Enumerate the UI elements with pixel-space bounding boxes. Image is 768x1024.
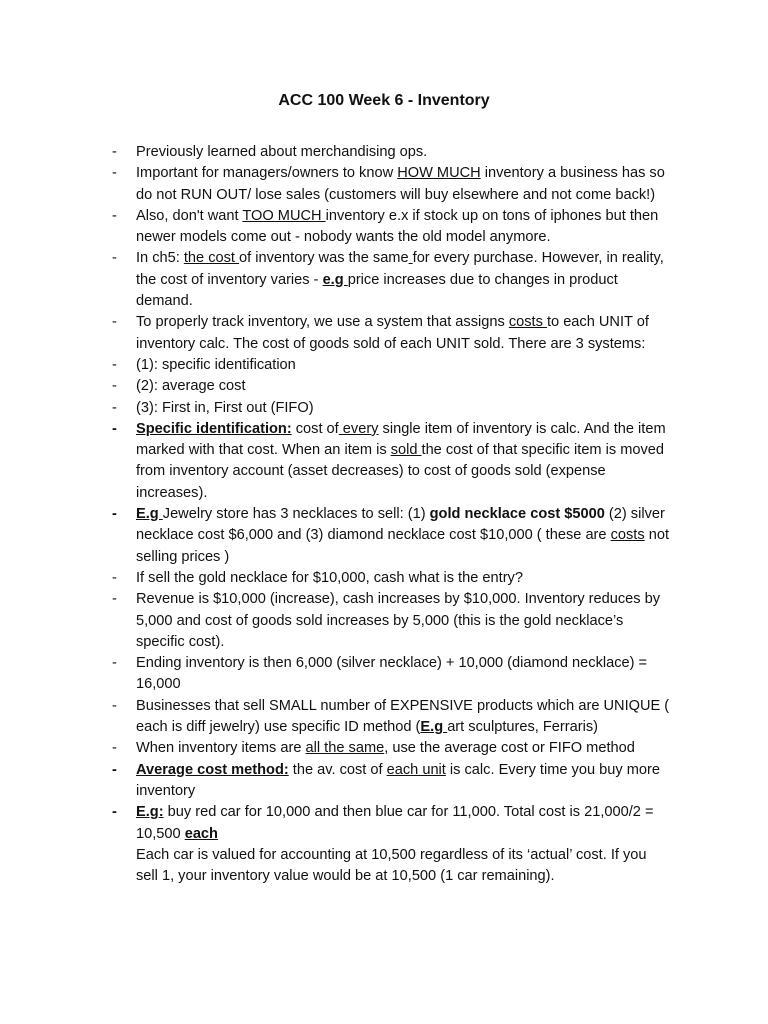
underlined-text: costs bbox=[508, 314, 547, 331]
bold-text: gold necklace cost $5000 bbox=[429, 506, 605, 523]
item-text: Important for managers/owners to know bbox=[136, 165, 398, 182]
item-text: If sell the gold necklace for $10,000, cash what is the entry? bbox=[136, 569, 523, 586]
bullet-dash: - bbox=[112, 591, 117, 608]
bullet-dash: - bbox=[112, 207, 117, 224]
item-text: for every purchase. However, in reality, the cost of inventory varies - bbox=[136, 250, 664, 288]
list-item bbox=[112, 398, 672, 419]
item-text: art sculptures, Ferraris) bbox=[447, 719, 599, 736]
item-text: (1): specific identification bbox=[136, 356, 296, 373]
bullet-dash: - bbox=[112, 250, 117, 267]
item-text: the cost of that specific item is moved from inventory account (asset decreases) to cost of goods sold (expense increases). bbox=[136, 442, 665, 501]
item-text: of inventory was the same bbox=[239, 250, 409, 267]
list-item bbox=[112, 248, 672, 312]
continuation-paragraph bbox=[112, 845, 672, 888]
list-item bbox=[112, 376, 672, 397]
item-text: to each UNIT of inventory calc. The cost of goods sold of each UNIT sold. There are 3 systems: bbox=[136, 314, 649, 352]
bullet-dash: - bbox=[112, 314, 117, 331]
item-text: inventory e.x if stock up on tons of iphones but then newer models come out - nobody wants the old model anymore. bbox=[136, 207, 659, 246]
bullet-dash: - bbox=[112, 697, 117, 714]
list-item bbox=[112, 802, 672, 845]
item-text: the av. cost of bbox=[288, 761, 387, 778]
notes-list bbox=[112, 142, 672, 887]
list-item bbox=[112, 738, 672, 759]
bullet-dash: - bbox=[112, 761, 117, 778]
bold-underlined-text: Specific identification: bbox=[136, 420, 292, 437]
item-text: Jewelry store has 3 necklaces to sell: (1) bbox=[162, 506, 430, 523]
list-item bbox=[112, 312, 672, 355]
bold-underlined-text: E.g: bbox=[136, 804, 164, 821]
item-text: Ending inventory is then 6,000 (silver necklace) + 10,000 (diamond necklace) = 16,000 bbox=[136, 655, 648, 693]
underlined-text: every bbox=[338, 420, 379, 437]
list-item bbox=[112, 760, 672, 803]
underlined-text: all the same bbox=[305, 740, 385, 757]
bullet-dash: - bbox=[112, 144, 117, 160]
item-text: Each car is valued for accounting at 10,500 regardless of its ‘actual’ cost. If you sell 1, your inventory value would be at 10,500 (1 car remaining). bbox=[136, 846, 647, 885]
bullet-dash: - bbox=[112, 655, 117, 672]
item-text: To properly track inventory, we use a system that assigns bbox=[136, 314, 509, 331]
item-text: price increases due to changes in product demand. bbox=[136, 271, 618, 310]
item-text: single item of inventory is calc. And the item marked with that cost. When an item is bbox=[136, 420, 666, 459]
list-item bbox=[112, 419, 672, 504]
bullet-dash: - bbox=[112, 399, 117, 416]
bullet-dash: - bbox=[112, 804, 117, 821]
bold-underlined-text: each bbox=[184, 825, 218, 842]
list-item bbox=[112, 653, 672, 696]
bold-underlined-text: Average cost method: bbox=[136, 761, 289, 778]
bold-underlined-text: E.g bbox=[420, 719, 448, 736]
list-item bbox=[112, 568, 672, 589]
underlined-text: sold bbox=[390, 442, 422, 459]
item-text: is calc. Every time you buy more inventory bbox=[136, 761, 660, 799]
list-item bbox=[112, 206, 672, 249]
item-text: (3): First in, First out (FIFO) bbox=[136, 399, 314, 416]
underlined-text: costs bbox=[610, 527, 645, 544]
page-title: ACC 100 Week 6 - Inventory bbox=[278, 92, 490, 109]
list-item bbox=[112, 589, 672, 653]
item-text: buy red car for 10,000 and then blue car for 11,000. Total cost is 21,000/2 = 10,500 bbox=[136, 804, 654, 842]
bold-underlined-text: e.g bbox=[322, 271, 348, 288]
item-text: inventory a business has so do not RUN OUT/ lose sales (customers will buy elsewhere and not come back!) bbox=[136, 165, 665, 203]
bullet-dash: - bbox=[112, 165, 117, 182]
bullet-dash: - bbox=[112, 378, 117, 395]
bullet-dash: - bbox=[112, 356, 117, 373]
item-text: In ch5: bbox=[136, 250, 184, 267]
item-text: Revenue is $10,000 (increase), cash increases by $10,000. Inventory reduces by 5,000 and cost of goods sold increases by 5,000 (this is the gold necklace’s specific cost). bbox=[136, 591, 661, 650]
underlined-text: the cost bbox=[183, 250, 240, 267]
bullet-dash: - bbox=[112, 506, 117, 523]
item-text: Also, don't want bbox=[136, 207, 243, 224]
bold-underlined-text: E.g bbox=[136, 506, 163, 523]
item-text: , use the average cost or FIFO method bbox=[384, 740, 635, 757]
underlined-text: TOO MUCH bbox=[242, 207, 326, 224]
item-text: Businesses that sell SMALL number of EXPENSIVE products which are UNIQUE ( each is diff jewelry) use specific ID method ( bbox=[136, 697, 670, 736]
item-text: Previously learned about merchandising ops. bbox=[136, 144, 428, 160]
item-text: (2): average cost bbox=[136, 378, 246, 395]
list-item bbox=[112, 696, 672, 739]
list-item bbox=[112, 142, 672, 163]
item-text: not selling prices ) bbox=[136, 527, 669, 565]
bullet-dash: - bbox=[112, 420, 117, 437]
list-item bbox=[112, 355, 672, 376]
item-text: When inventory items are bbox=[136, 740, 306, 757]
bullet-dash: - bbox=[112, 740, 117, 757]
bullet-dash: - bbox=[112, 569, 117, 586]
list-item bbox=[112, 163, 672, 206]
underlined-text: each unit bbox=[386, 761, 446, 778]
item-text: (2) silver necklace cost $6,000 and (3) diamond necklace cost $10,000 ( these are bbox=[136, 506, 665, 544]
list-item bbox=[112, 504, 672, 568]
underlined-text: HOW MUCH bbox=[397, 165, 481, 182]
item-text: cost of bbox=[291, 420, 339, 437]
